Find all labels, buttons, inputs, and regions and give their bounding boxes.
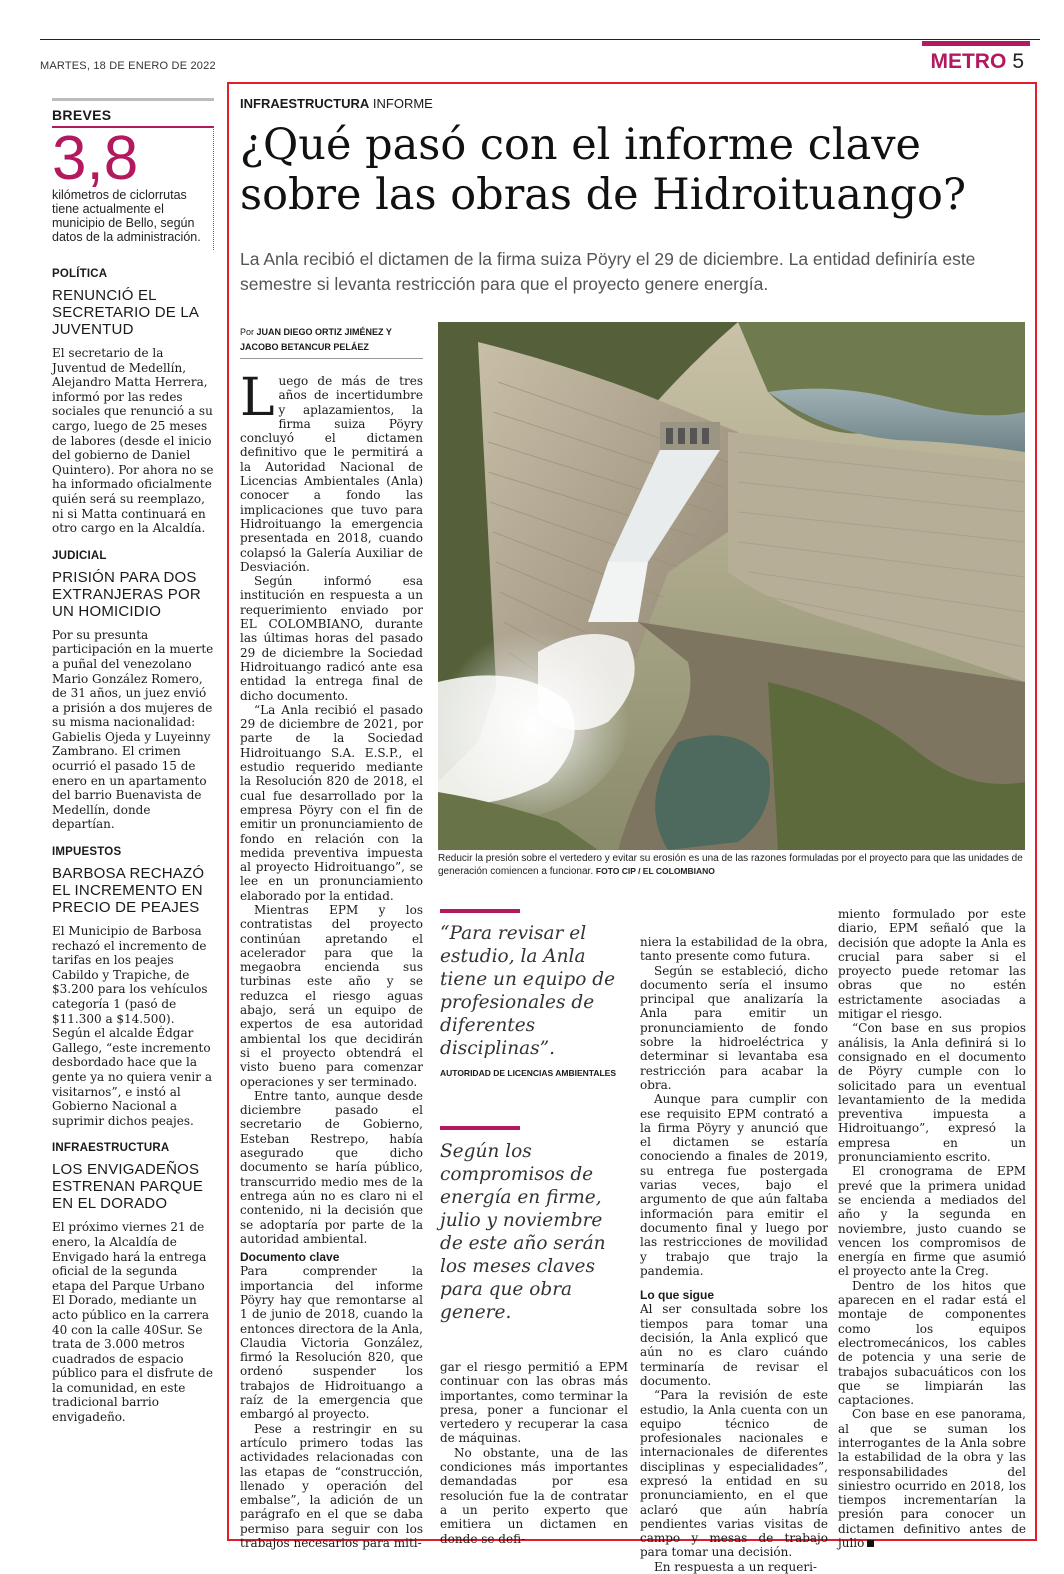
photo-caption <box>438 852 1028 878</box>
subhead: Documento clave <box>240 1250 340 1265</box>
issue-date: MARTES, 18 DE ENERO DE 2022 <box>40 60 216 72</box>
brief-kicker: POLÍTICA <box>52 268 108 280</box>
brief-body: El Municipio de Barbosa rechazó el incremento de tarifas en los peajes Cabildo y Trapiche, de $3.200 para los vehículos categoría 1 (pasó de $11.300 a $14.500). Según el alcalde Édgar Gallego, “este incremento desbordado hace que la gente ya no quiera venir a visitarnos”, e instó al Gobierno Nacional a suprimir dichos peajes. <box>52 924 212 1128</box>
quote-accent-bar <box>440 909 520 913</box>
brief-headline: BARBOSA RECHAZÓ EL INCREMENTO EN PRECIO DE PEAJES <box>52 865 205 917</box>
paragraph: Al ser consultada sobre los tiempos para tomar una decisión, la Anla explicó que aún no es claro cuándo terminaría de revisar el documento. <box>640 1302 828 1388</box>
section-header <box>930 50 1024 74</box>
pull-quote-2: Según los compromisos de energía en firme, julio y noviembre de este año serán los meses claves para que obra genere. <box>440 1141 606 1323</box>
article-kicker <box>240 96 433 111</box>
paragraph: Aunque para cumplir con ese requisito EPM contrató a la firma Pöyry y anunció que el dictamen se estaría conociendo a finales de 2019, su entrega fue postergada varias veces, bajo el argumento de que aún faltaba información para emitir el documento final y luego por las restricciones de movilidad y trabajo que trajo la pandemia. <box>640 1092 828 1278</box>
paragraph: Según informó esa institución en respuesta a un requerimiento enviado por EL COLOMBIANO, durante las últimas horas del pasado 29 de diciembre la Sociedad Hidroituango radicó ante esa entidad la entrega final de dicho documento. <box>240 574 423 703</box>
quote-accent-bar <box>440 1126 520 1130</box>
paragraph: miento formulado por este diario, EPM señaló que la decisión que adopte la Anla es crucial para saber si el proyecto puede retomar las obras que no estén estrictamente asociadas a mitigar el riesgo. <box>838 907 1026 1022</box>
brief-kicker: INFRAESTRUCTURA <box>52 1142 170 1155</box>
dam-photo <box>438 322 1025 850</box>
byline <box>240 325 423 359</box>
section-tab <box>922 41 1030 46</box>
top-rule <box>40 39 1040 40</box>
paragraph: Pese a restringir en su artículo primero todas las actividades relacionadas con las etapas de “construcción, llenado y operación del embalse”, la adición de un parágrafo en el que se daba permiso para seguir con los trabajos necesarios para miti- <box>240 1421 423 1551</box>
paragraph: Entre tanto, aunque desde diciembre pasado el secretario de Gobierno, Esteban Restrepo, había asegurado que dicho documento se haría público, transcurrido medio mes de la entrega aún no es claro ni el contenido, ni la decisión que se adoptaría por parte de la autoridad ambiental. <box>240 1088 423 1246</box>
paragraph: En respuesta a un requeri- <box>654 1559 817 1574</box>
brief-body: Por su presunta participación en la muerte a puñal del venezolano Mario González Romero, de 31 años, un juez envió a prisión a dos mujeres de su misma nacionalidad: Gabielis Ojeda y Luyeinny Zambrano. El crimen ocurrió el pasado 15 de enero en un apartamento del barrio Buenavista de Medellín, donde departían. <box>52 627 214 832</box>
caption-text: Reducir la presión sobre el vertedero y evitar su erosión es una de las razones formuladas por el proyecto para que las unidades de generación comiencen a funcionar. <box>438 853 1023 877</box>
paragraph: Para comprender la importancia del informe Pöyry hay que remontarse al 1 de junio de 2018, cuando la entonces directora de la Anla, Claudia Victoria González, firmó la Resolución 820, que ordenó suspender los trabajos de Hidroituango a raíz de la emergencia que embargó al proyecto. <box>240 1264 423 1422</box>
byline-names: JUAN DIEGO ORTIZ JIMÉNEZ Y JACOBO BETANCUR PELÁEZ <box>240 327 392 352</box>
paragraph: “Con base en sus propios análisis, la Anla definirá si lo consignado en el documento de Pöyry cumple con lo solicitado para un eventual levantamiento de la medida preventiva impuesta a Hidroituango”, expresó la empresa en un pronunciamiento escrito. <box>838 1021 1026 1165</box>
paragraph: gar el riesgo permitió a EPM continuar con las obras más importantes, como terminar la presa, poner a funcionar el vertedero y recuperar la casa de máquinas. <box>440 1360 628 1446</box>
article-column-1 <box>240 368 423 1551</box>
big-number-box <box>52 126 214 250</box>
sidebar-breves <box>40 98 214 1425</box>
paragraph: uego de más de tres años de incertidumbre y aplazamientos, la firma suiza Pöyry concluyó el dictamen definitivo que le permitirá a la Autoridad Nacional de Licencias Ambientales (Anla) conocer a fondo las implicaciones que tuvo para Hidroituango la emergencia presentada en 2018, cuando colapsó la Galería Auxiliar de Desviación. <box>240 374 423 574</box>
brief-headline: RENUNCIÓ EL SECRETARIO DE LA JUVENTUD <box>52 287 199 338</box>
brief-politica <box>52 268 214 536</box>
brief-kicker: JUDICIAL <box>52 549 107 562</box>
article-title: ¿Qué pasó con el informe clave sobre las obras de Hidroituango? <box>240 120 967 220</box>
page-number: 5 <box>1012 50 1024 73</box>
paragraph: Dentro de los hitos que aparecen en el radar está el montaje de componentes como los equipos electromecánicos, los cables de potencia y una serie de trabajos subacuáticos con los que se limpiarán las captaciones. <box>838 1278 1026 1408</box>
brief-headline: LOS ENVIGADEÑOS ESTRENAN PARQUE EN EL DORADO <box>52 1161 204 1213</box>
paragraph: El cronograma de EPM prevé que la primera unidad se encienda a mediados del año y la segunda en noviembre, justo cuando se vencen los compromisos de energía en firme que asumió el proyecto ante la Creg. <box>838 1164 1026 1279</box>
brief-judicial <box>52 550 214 832</box>
article-column-2 <box>440 1360 628 1546</box>
breves-title: BREVES <box>52 98 214 123</box>
pull-quote-source: AUTORIDAD DE LICENCIAS AMBIENTALES <box>440 1068 616 1078</box>
brief-body: El secretario de la Juventud de Medellín, Alejandro Matta Herrera, informó por las redes sociales que renunció a su cargo, luego de 25 meses de labores (desde el inicio del gobierno de Daniel Quintero). Por ahora no se ha informado oficialmente quién será su reemplazo, ni si Matta continuará en otro cargo en la Alcaldía. <box>52 346 214 536</box>
article-deck: La Anla recibió el dictamen de la firma suiza Pöyry el 29 de diciembre. La entidad definiría este semestre si levanta restricción para que el proyecto genere energía. <box>240 249 976 294</box>
brief-infraestructura <box>52 1142 214 1424</box>
pull-quote: “Para revisar el estudio, la Anla tiene un equipo de profesionales de diferentes disciplinas”. <box>440 923 616 1059</box>
brief-kicker: IMPUESTOS <box>52 846 122 859</box>
photo-credit: FOTO CIP / EL COLOMBIANO <box>595 866 715 876</box>
big-number: 3,8 <box>52 124 139 193</box>
byline-prefix: Por <box>240 327 255 337</box>
paragraph: niera la estabilidad de la obra, tanto presente como futura. <box>640 935 828 964</box>
brief-impuestos <box>52 846 214 1128</box>
article-column-4 <box>838 907 1026 1550</box>
paragraph: “Para la revisión de este estudio, la Anla cuenta con un equipo técnico de profesionales nacionales e internacionales de diferentes disciplinas y especialidades”, expresó la entidad en su pronunciamiento, en el que aclaró que aún habría pendientes varias visitas de campo y mesas de trabajo para tomar una decisión. <box>640 1388 828 1560</box>
section-name: METRO <box>930 50 1007 73</box>
brief-body: El próximo viernes 21 de enero, la Alcaldía de Envigado hará la entrega oficial de la segunda etapa del Parque Urbano El Dorado, mediante un acto público en la carrera 40 con la calle 40Sur. Se trata de 3.000 metros cuadrados de espacio público para el disfrute de la comunidad, en este tradicional barrio envigadeño. <box>52 1220 213 1425</box>
paragraph: Con base en ese panorama, al que se suman los interrogantes de la Anla sobre la estabilidad de la obra y las responsabilidades del siniestro ocurrido en 2018, los tiempos incrementarían la presión para conocer un dictamen definitivo antes de julio <box>838 1407 1026 1551</box>
paragraph: Según se estableció, dicho documento sería el insumo principal que analizaría la Anla para emitir un pronunciamiento de fondo sobre la hidroeléctrica y determinar si levantaba esa restricción para acabar la obra. <box>640 963 828 1092</box>
big-number-text: kilómetros de ciclorrutas tiene actualmente el municipio de Bello, según datos de la administración. <box>52 188 201 244</box>
kicker-bold: INFRAESTRUCTURA <box>240 96 370 111</box>
paragraph: Mientras EPM y los contratistas del proyecto continúan apretando el acelerador para que la megaobra encienda sus turbinas este año y se reduzca el riesgo aguas abajo, será un equipo de expertos de esa autoridad ambiental los que decidirán si el proyecto obtendrá el visto bueno para comenzar operaciones y ser terminado. <box>240 902 423 1089</box>
subhead: Lo que sigue <box>640 1288 715 1303</box>
drop-cap: L <box>240 368 275 428</box>
paragraph: “La Anla recibió el pasado 29 de diciembre de 2021, por parte de la Sociedad Hidroituango S.A. E.S.P., el estudio requerido mediante la Resolución 820 de 2018, el cual fue desarrollado por la empresa Pöyry con el fin de emitir un pronunciamiento de fondo en relación con la medida preventiva impuesta al proyecto Hidroituango”, se lee en un pronunciamiento elaborado por la entidad. <box>240 702 423 903</box>
article-column-3 <box>640 935 828 1574</box>
kicker-light: INFORME <box>372 96 433 111</box>
brief-headline: PRISIÓN PARA DOS EXTRANJERAS POR UN HOMICIDIO <box>52 568 201 620</box>
paragraph: No obstante, una de las condiciones más importantes demandadas por esa resolución fue la de contratar a un perito experto que emitiera un dictamen en donde se defi- <box>440 1445 628 1546</box>
end-mark <box>867 1540 874 1547</box>
